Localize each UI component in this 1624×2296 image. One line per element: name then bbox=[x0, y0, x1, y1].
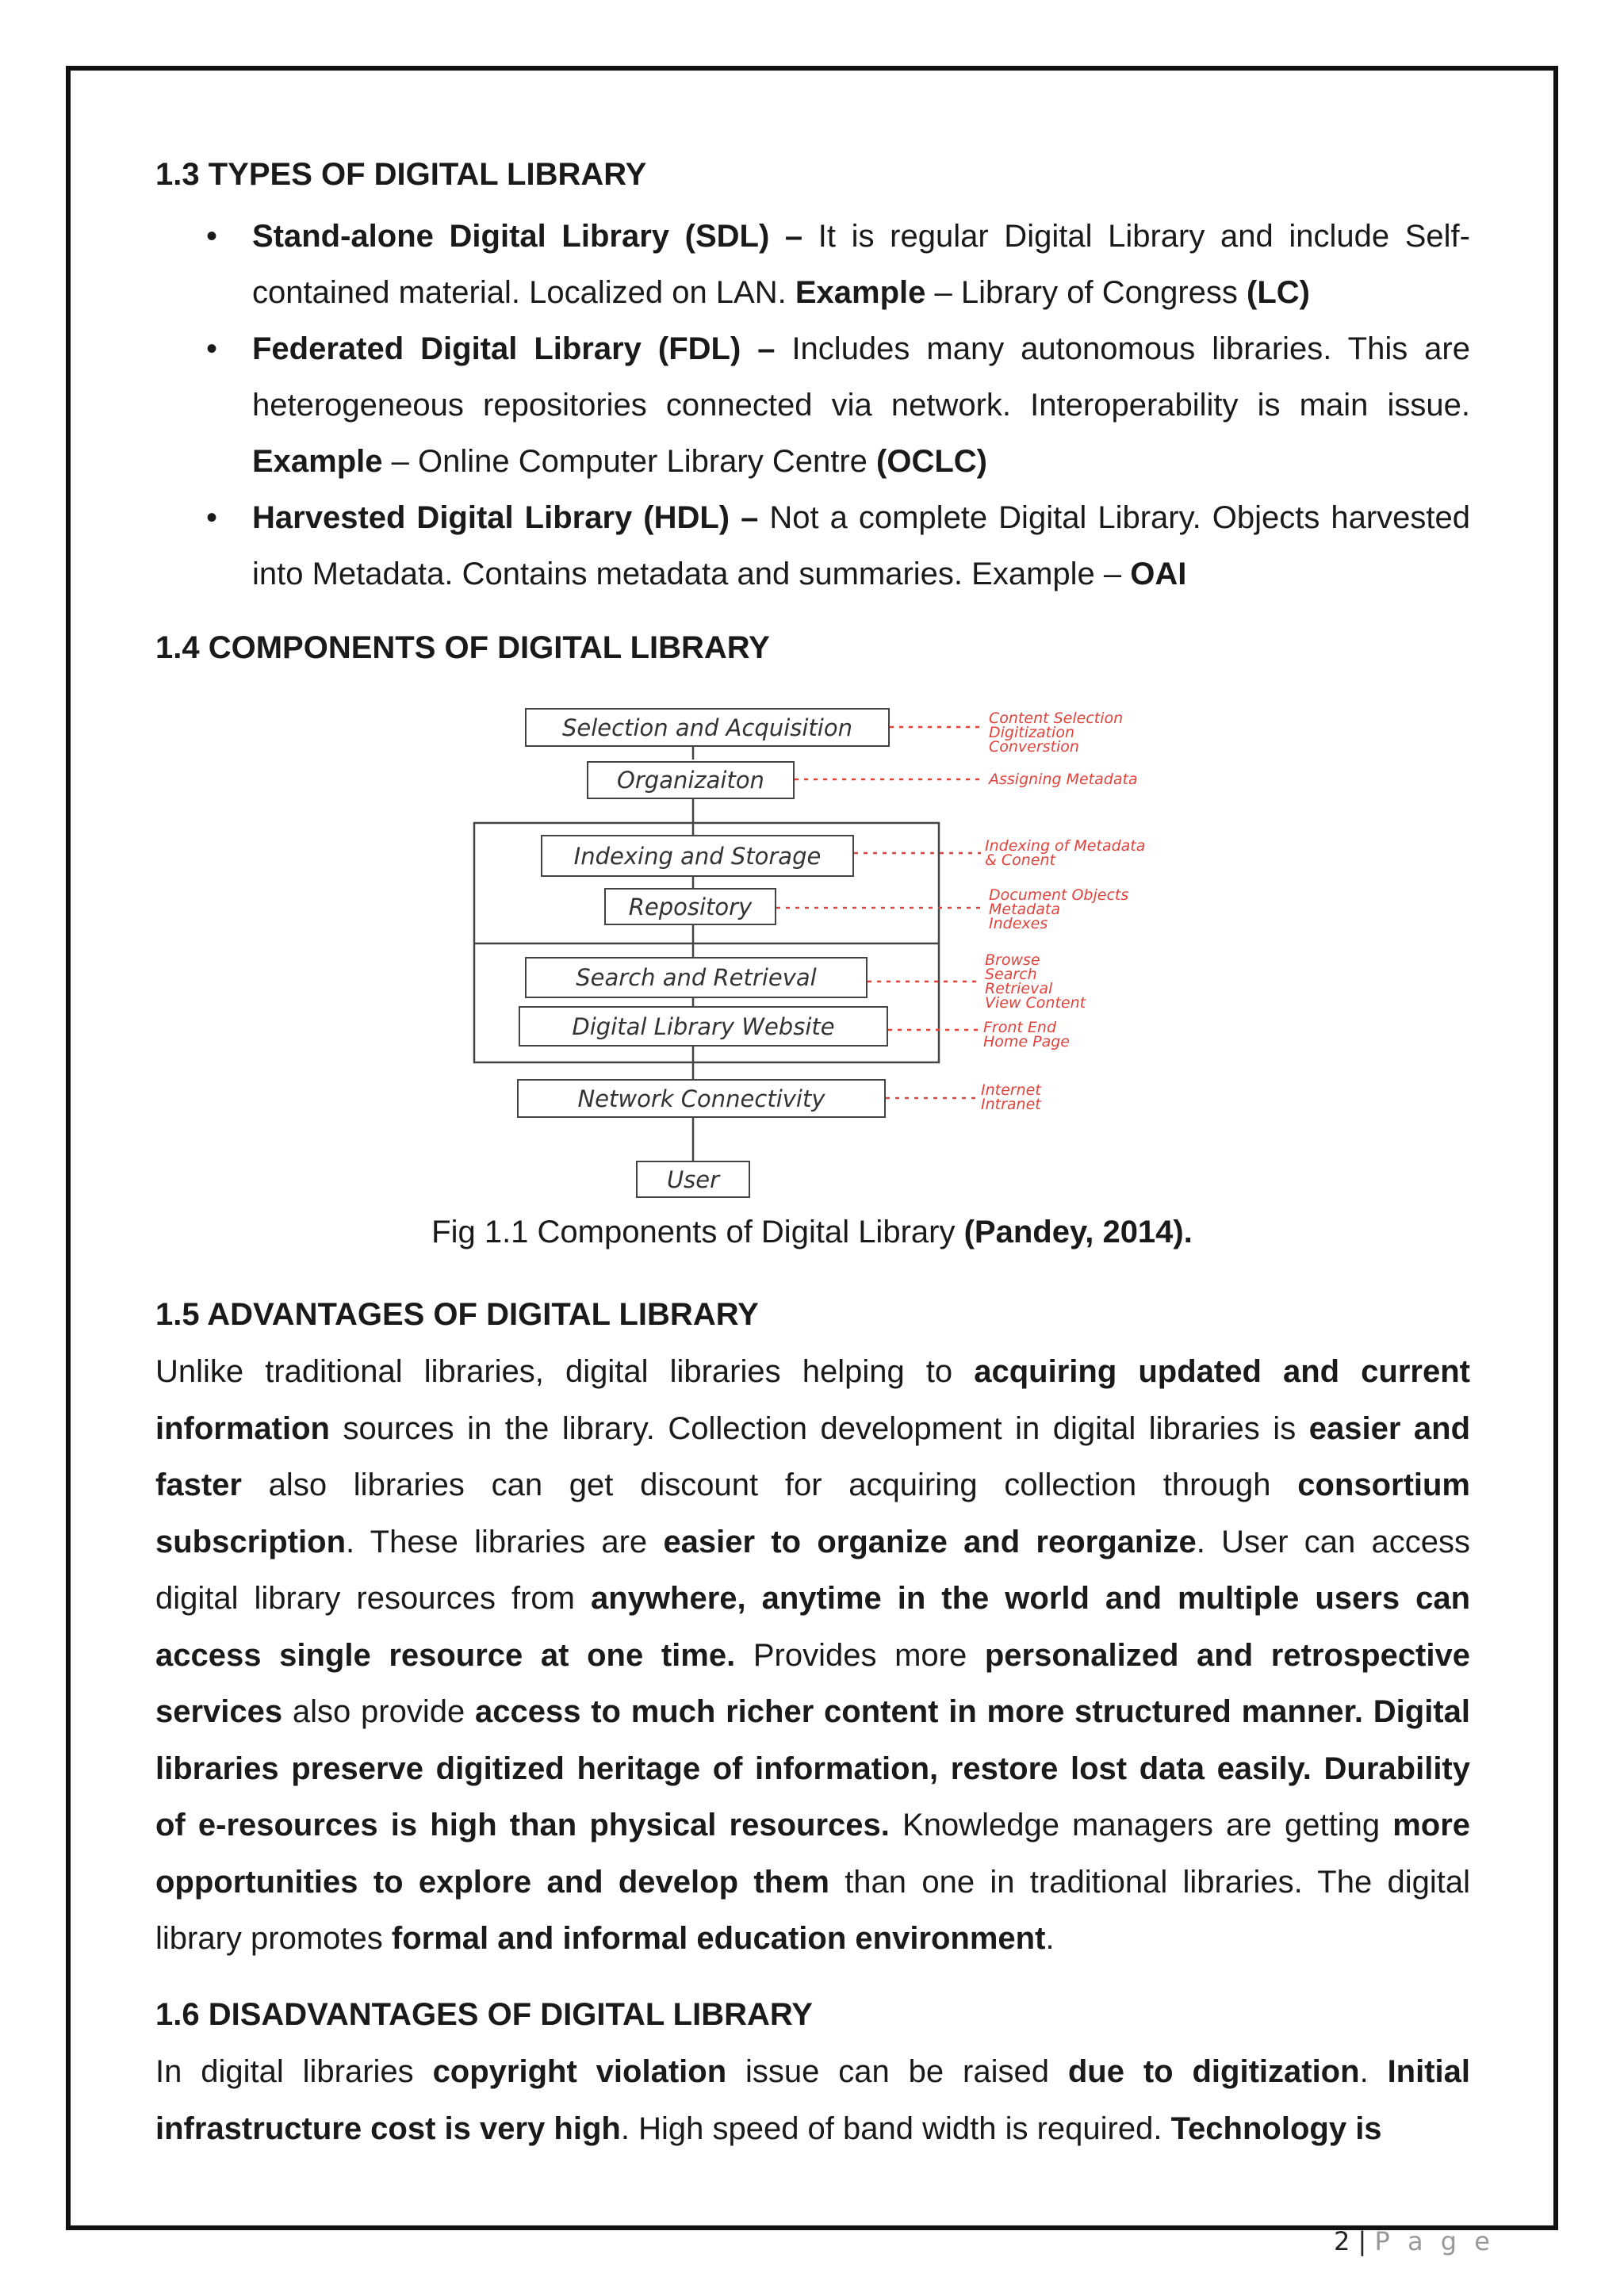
emphasis-text: formal and informal education environment bbox=[391, 1921, 1046, 1956]
caption-citation: (Pandey, 2014). bbox=[963, 1215, 1193, 1249]
box-repository: Repository bbox=[604, 888, 776, 925]
box-selection-acquisition: Selection and Acquisition bbox=[525, 708, 890, 747]
list-item bbox=[155, 490, 1470, 603]
note-website: Front End Home Page bbox=[983, 1019, 1070, 1050]
box-user: User bbox=[636, 1161, 750, 1198]
figure-caption bbox=[0, 1215, 1624, 1250]
components-diagram bbox=[469, 698, 1183, 1205]
bullet-term: Federated Digital Library (FDL) – bbox=[252, 331, 776, 366]
note-search: Browse Search Retrieval View Content bbox=[985, 951, 1086, 1012]
box-library-website: Digital Library Website bbox=[519, 1006, 888, 1047]
bullet-term: Stand-alone Digital Library (SDL) – bbox=[252, 219, 803, 254]
note-selection: Content Selection Digitization Converstion bbox=[989, 710, 1124, 756]
bullet-icon: • bbox=[206, 219, 218, 254]
box-indexing-storage: Indexing and Storage bbox=[541, 835, 854, 877]
emphasis-text: access to much richer content in more structured manner. Digital libraries preserve digitized heritage of information, restore lost data easily. Durability of e-resources is high than physical resources. bbox=[155, 1694, 1470, 1843]
box-search-retrieval: Search and Retrieval bbox=[525, 957, 868, 998]
emphasis-text: Technology is bbox=[1170, 2110, 1382, 2146]
body-text: . These libraries are bbox=[346, 1524, 664, 1559]
body-text: In digital libraries bbox=[155, 2054, 433, 2089]
box-organization: Organizaiton bbox=[587, 761, 795, 799]
page-label: P a g e bbox=[1374, 2226, 1495, 2256]
bullet-text: Includes many autonomous libraries. This are heterogeneous repositories connected via network. Interoperability is main issue. bbox=[252, 331, 1470, 423]
body-text: Unlike traditional libraries, digital libraries helping to bbox=[155, 1354, 975, 1389]
heading-disadvantages: 1.6 DISADVANTAGES OF DIGITAL LIBRARY bbox=[155, 1997, 813, 2032]
heading-advantages: 1.5 ADVANTAGES OF DIGITAL LIBRARY bbox=[155, 1297, 759, 1332]
bullet-term: Harvested Digital Library (HDL) – bbox=[252, 500, 759, 535]
caption-text: Fig 1.1 Components of Digital Library bbox=[431, 1215, 964, 1249]
emphasis-text: easier to organize and reorganize bbox=[663, 1524, 1197, 1559]
body-text: . High speed of band width is required. bbox=[620, 2110, 1171, 2146]
advantages-paragraph bbox=[155, 1344, 1470, 1968]
heading-types: 1.3 TYPES OF DIGITAL LIBRARY bbox=[155, 157, 647, 192]
bullet-icon: • bbox=[206, 500, 218, 535]
note-repository: Document Objects Metadata Indexes bbox=[989, 886, 1129, 932]
types-list bbox=[155, 209, 1470, 603]
emphasis-text: due to digitization bbox=[1067, 2054, 1360, 2089]
emphasis-text: anywhere, anytime in the world and multiple users can access single resource at one time. bbox=[155, 1581, 1470, 1673]
box-network-connectivity: Network Connectivity bbox=[517, 1079, 886, 1118]
emphasis-text: more opportunities to explore and develop them bbox=[155, 1808, 1471, 1900]
emphasis-text: acquiring updated and current information bbox=[155, 1354, 1470, 1446]
body-text: issue can be raised bbox=[726, 2054, 1068, 2089]
bullet-text: – Library of Congress bbox=[925, 275, 1247, 310]
bullet-text: Not a complete Digital Library. Objects harvested into Metadata. Contains metadata and summaries. Example – bbox=[252, 500, 1471, 591]
emphasis-text: Initial infrastructure cost is very high bbox=[155, 2054, 1471, 2146]
bullet-text: – Online Computer Library Centre bbox=[382, 444, 877, 479]
bullet-icon: • bbox=[206, 331, 218, 366]
heading-components: 1.4 COMPONENTS OF DIGITAL LIBRARY bbox=[155, 630, 770, 665]
body-text: . User can access digital library resources from bbox=[155, 1524, 1471, 1616]
page-number bbox=[1334, 2226, 1495, 2256]
list-item bbox=[155, 321, 1470, 490]
page-number-value: 2 bbox=[1334, 2226, 1350, 2256]
list-item bbox=[155, 209, 1470, 321]
emphasis-text: consortium subscription bbox=[155, 1468, 1470, 1559]
disadvantages-paragraph bbox=[155, 2044, 1470, 2157]
body-text: also libraries can get discount for acquiring collection through bbox=[241, 1468, 1298, 1502]
body-text: Knowledge managers are getting bbox=[889, 1808, 1393, 1843]
body-text: than one in traditional libraries. The digital library promotes bbox=[155, 1864, 1470, 1956]
body-text: . bbox=[1359, 2054, 1388, 2089]
example-value: OAI bbox=[1130, 557, 1187, 591]
body-text: also provide bbox=[282, 1694, 475, 1729]
bullet-text: It is regular Digital Library and include Self-contained material. Localized on LAN. bbox=[252, 219, 1470, 310]
body-text: Provides more bbox=[735, 1637, 985, 1673]
example-value: (OCLC) bbox=[876, 444, 987, 479]
example-label: Example bbox=[252, 444, 383, 479]
body-text: . bbox=[1045, 1921, 1055, 1956]
note-indexing: Indexing of Metadata & Conent bbox=[985, 837, 1146, 869]
emphasis-text: copyright violation bbox=[432, 2054, 727, 2089]
example-label: Example bbox=[795, 275, 926, 310]
emphasis-text: personalized and retrospective services bbox=[155, 1637, 1470, 1729]
example-value: (LC) bbox=[1247, 275, 1310, 310]
body-text: sources in the library. Collection development in digital libraries is bbox=[329, 1410, 1309, 1446]
note-organization: Assigning Metadata bbox=[989, 771, 1138, 788]
note-network: Internet Intranet bbox=[981, 1081, 1041, 1113]
emphasis-text: easier and faster bbox=[155, 1410, 1471, 1502]
page-separator: | bbox=[1358, 2226, 1367, 2256]
